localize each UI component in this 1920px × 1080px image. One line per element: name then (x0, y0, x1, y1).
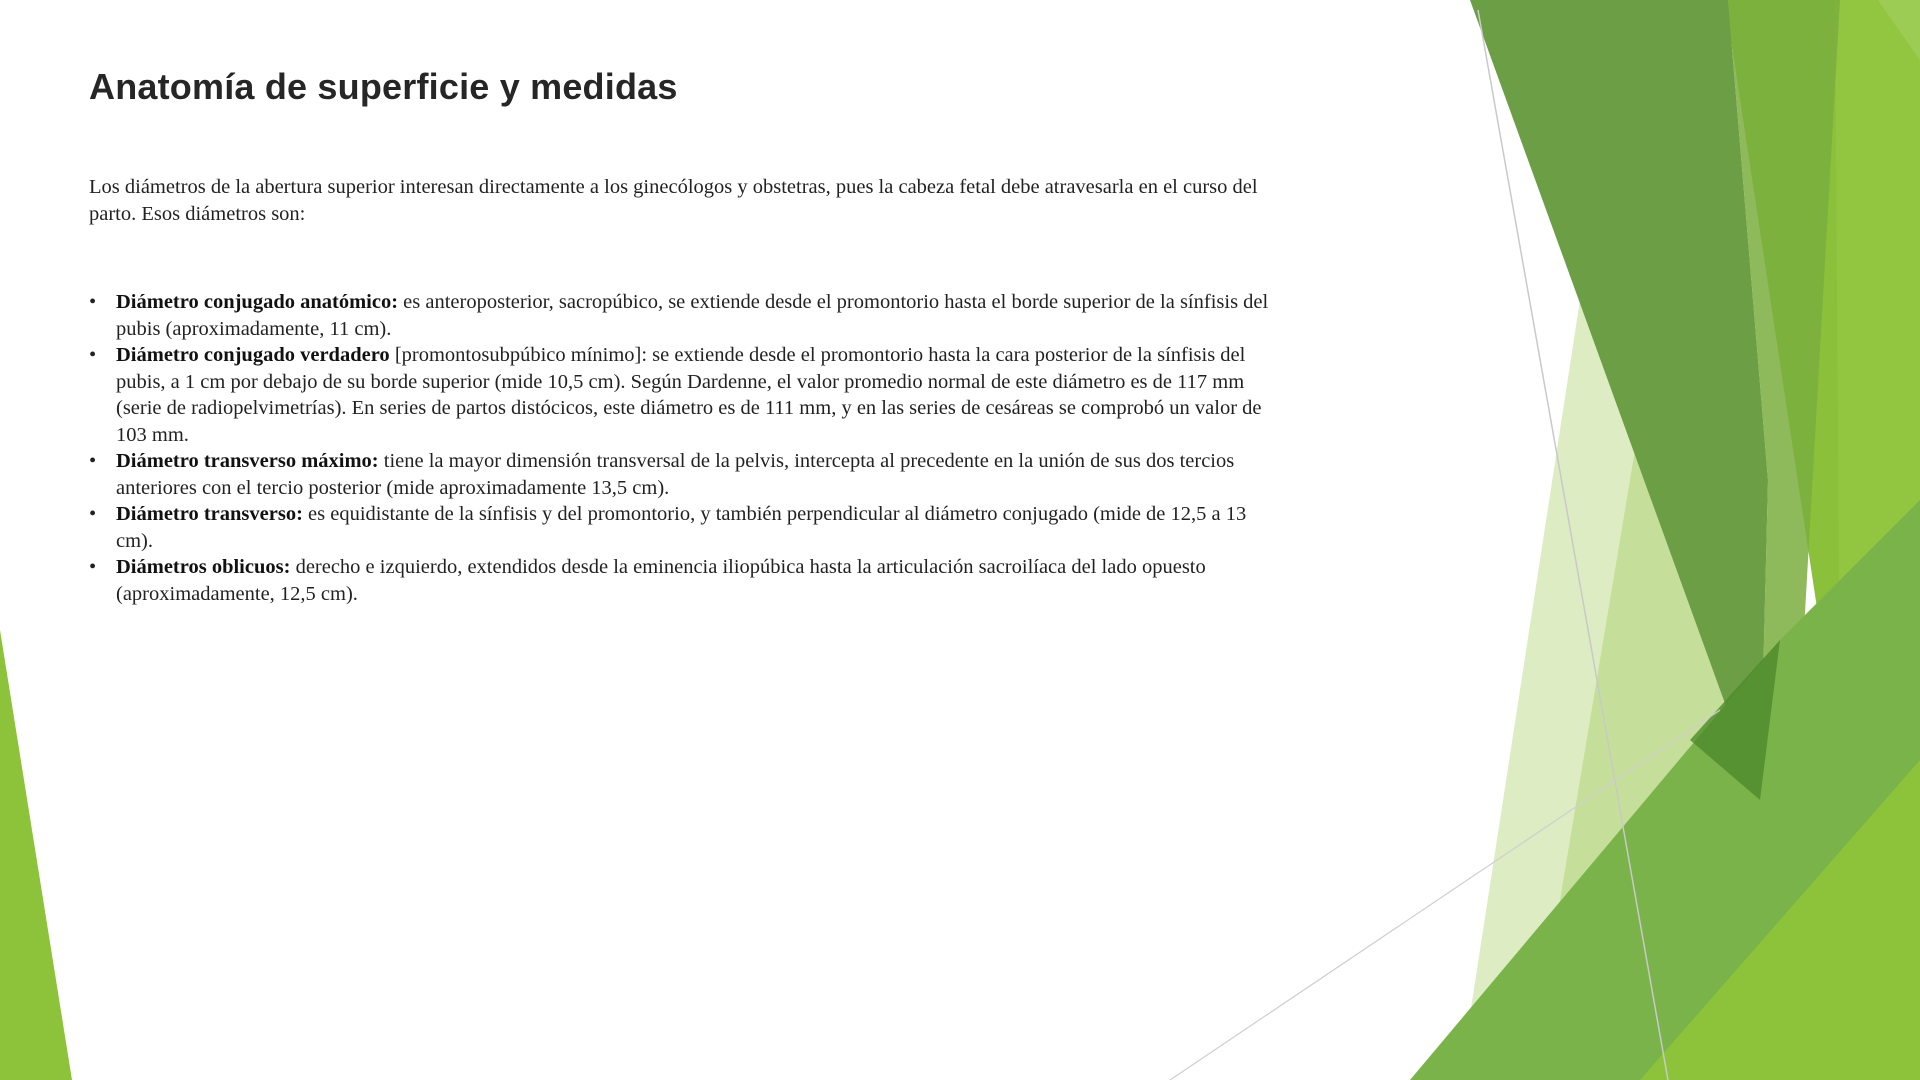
bullet-icon: • (89, 450, 97, 472)
bullet-icon: • (89, 344, 97, 366)
slide-title: Anatomía de superficie y medidas (89, 66, 678, 107)
item-term: Diámetro conjugado verdadero (116, 344, 390, 366)
list-item (89, 448, 1269, 501)
item-description: tiene la mayor dimensión transversal de la pelvis, intercepta al precedente en la unión de sus dos tercios anteriores con el tercio posterior (mide aproximadamente 13,5 cm). (116, 450, 1235, 499)
list-item (89, 501, 1269, 554)
item-description: es anteroposterior, sacropúbico, se extiende desde el promontorio hasta el borde superior de la sínfisis del pubis (aproximadamente, 11 cm). (116, 291, 1269, 340)
diameters-list (89, 289, 1269, 607)
left-green-triangle (0, 630, 72, 1080)
bullet-icon: • (89, 556, 97, 578)
item-description: derecho e izquierdo, extendidos desde la eminencia iliopúbica hasta la articulación sacroilíaca del lado opuesto (aproximadamente, 12,5 cm). (116, 556, 1206, 605)
item-term: Diámetro transverso máximo: (116, 450, 379, 472)
list-item (89, 289, 1269, 342)
list-item (89, 554, 1269, 607)
list-item (89, 342, 1269, 448)
item-term: Diámetros oblicuos: (116, 556, 291, 578)
intro-paragraph: Los diámetros de la abertura superior interesan directamente a los ginecólogos y obstetras, pues la cabeza fetal debe atravesarla en el curso del parto. Esos diámetros son: (89, 176, 1258, 225)
bullet-icon: • (89, 291, 97, 313)
item-description: [promontosubpúbico mínimo]: se extiende desde el promontorio hasta la cara posterior de la sínfisis del pubis, a 1 cm por debajo de su borde superior (mide 10,5 cm). Según Dardenne, el valor promedio normal de este diámetro es de 117 mm (serie de radiopelvimetrías). En series de partos distócicos, este diámetro es de 111 mm, y en las series de cesáreas se comprobó un valor de 103 mm. (116, 344, 1262, 446)
item-term: Diámetro transverso: (116, 503, 303, 525)
item-term: Diámetro conjugado anatómico: (116, 291, 399, 313)
bullet-icon: • (89, 503, 97, 525)
item-description: es equidistante de la sínfisis y del promontorio, y también perpendicular al diámetro conjugado (mide de 12,5 a 13 cm). (116, 503, 1247, 552)
